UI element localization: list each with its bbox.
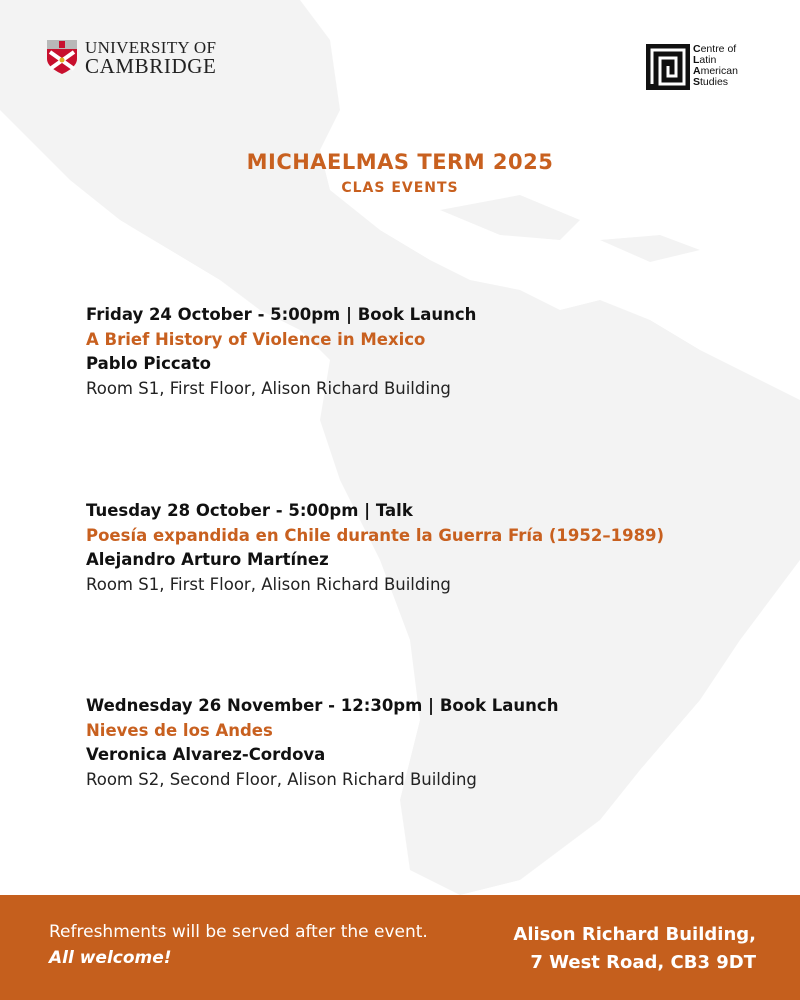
event-1 [86,303,476,401]
footer-note-block [49,919,428,971]
venue-address [513,921,756,977]
event-speaker: Veronica Alvarez-Cordova [86,745,326,764]
event-title: Poesía expandida en Chile durante la Guerra Fría (1952–1989) [86,525,665,545]
logo-line-cambridge: CAMBRIDGE [85,54,217,78]
address-line-2: 7 West Road, CB3 9DT [530,952,756,973]
clas-logo-line-3: American [693,65,738,77]
page-heading [0,150,800,196]
clas-logo-line-2: Latin [693,54,717,66]
refreshments-note: Refreshments will be served after the event. [49,922,428,942]
address-line-1: Alison Richard Building, [513,924,756,945]
events-subtitle: CLAS EVENTS [341,180,459,196]
event-speaker: Alejandro Arturo Martínez [86,550,329,569]
event-datetime: Tuesday 28 October - 5:00pm | Talk [86,501,413,520]
event-location: Room S1, First Floor, Alison Richard Building [86,378,451,398]
cambridge-crest-icon [46,39,78,75]
event-location: Room S2, Second Floor, Alison Richard Building [86,769,477,789]
all-welcome-text: All welcome! [49,948,172,968]
event-datetime: Wednesday 26 November - 12:30pm | Book Launch [86,696,559,715]
event-location: Room S1, First Floor, Alison Richard Building [86,574,451,594]
event-3 [86,694,558,792]
event-title: Nieves de los Andes [86,720,273,740]
event-2 [86,499,664,597]
clas-logo [646,44,738,90]
clas-logo-line-1: Centre of [693,43,737,55]
clas-logo-line-4: Studies [693,76,729,88]
event-speaker: Pablo Piccato [86,354,211,373]
university-of-cambridge-logo [46,38,216,76]
logo-line-university-of: UNIVERSITY OF [85,38,217,57]
footer-banner [0,895,800,1000]
term-title: MICHAELMAS TERM 2025 [246,150,554,174]
event-datetime: Friday 24 October - 5:00pm | Book Launch [86,305,477,324]
clas-spiral-icon [646,44,690,90]
event-title: A Brief History of Violence in Mexico [86,329,426,349]
